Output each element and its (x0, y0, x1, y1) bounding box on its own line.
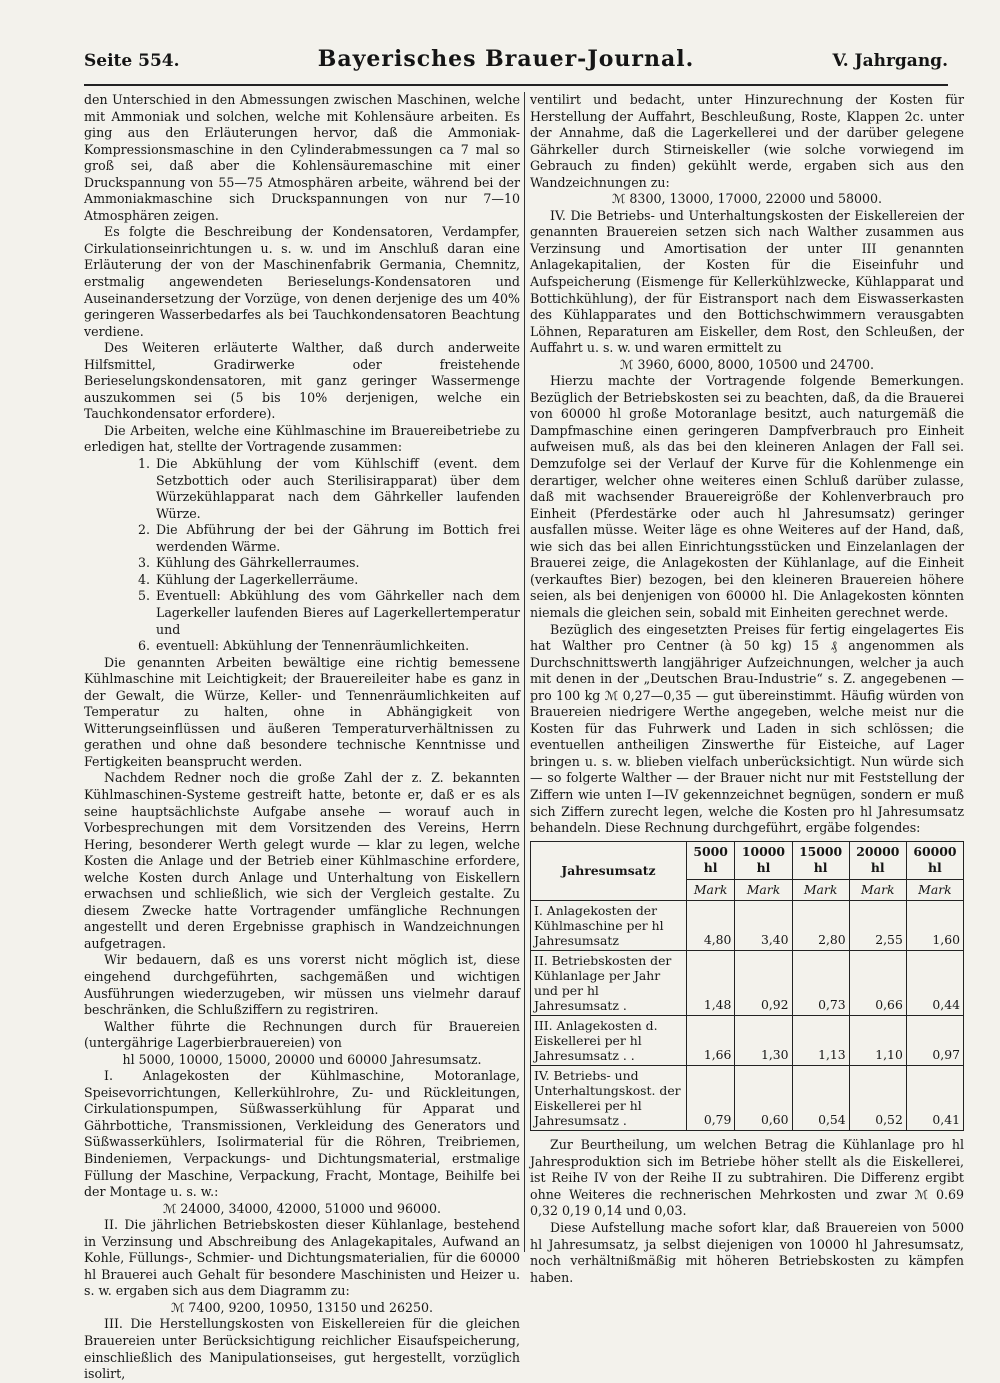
list-item (138, 555, 520, 572)
column-header: 5000 hl (686, 841, 735, 879)
paragraph: Zur Beurtheilung, um welchen Betrag die Kühlanlage pro hl Jahresproduktion sich im Betriebe höher stellt als die Eiskellerei, ist Reihe IV von der Reihe II zu subtrahiren. Die Differenz ergibt ohne Weiteres die rechnerischen Mehrkosten und zwar ℳ 0.69 0,32 0,19 0,14 und 0,03. (530, 1137, 964, 1219)
unit-label: Mark (735, 879, 792, 901)
table-row (531, 1016, 964, 1066)
right-column (530, 92, 964, 1312)
column-header: 20000 hl (849, 841, 906, 879)
list-number: 6. (138, 638, 151, 654)
table-cell: 0,54 (792, 1066, 849, 1131)
list-number: 5. (138, 588, 151, 604)
left-column (84, 92, 520, 1382)
paragraph: Bezüglich des eingesetzten Preises für fertig eingelagertes Eis hat Walther pro Centner (à 50 kg) 15 ₰ angenommen als Durchschnittswerth langjähriger Aufzeichnungen, welcher ja auch mit denen in der „Deutschen Brau-Industrie“ s. Z. angegebenen — pro 100 kg ℳ 0,27—0,35 — gut übereinstimmt. Häufig würden von Brauereien niedrigere Werthe angegeben, welche meist nur die Kosten für das Fuhrwerk und Laden in sich schlössen; die eventuellen antheiligen Zinswerthe für Eisteiche, auf Lager bringen u. s. w. blieben vielfach unberücksichtigt. Nun würde sich — so folgerte Walther — der Brauer nicht nur mit Feststellung der Ziffern wie unten I—IV gekennzeichnet begnügen, sondern er muß sich Ziffern zurecht legen, welche die Kosten pro hl Jahresumsatz behandeln. Diese Rechnung durchgeführt, ergäbe folgendes: (530, 621, 964, 836)
paragraph: I. Anlagekosten der Kühlmaschine, Motoranlage, Speisevorrichtungen, Kellerkühlrohre, Zu- und Rückleitungen, Cirkulationspumpen, Süßwasserkühlung für Apparat und Gährbottiche, Transmissionen, Verkleidung des Generators und Süßwasserkühlers, Isolirmaterial für die Röhren, Treibriemen, Bindeniemen, Verpackungs- und Dichtungsmaterial, erstmalige Füllung der Maschine, Verpackung, Fracht, Montage, Beihilfe bei der Montage u. s. w.: (84, 1068, 520, 1200)
row-label: III. Anlagekosten d. Eiskellerei per hl Jahresumsatz . . (531, 1016, 687, 1066)
paragraph: ventilirt und bedacht, unter Hinzurechnung der Kosten für Herstellung der Auffahrt, Beschleußung, Roste, Klappen 2c. unter der Annahme, daß die Lagerkellerei und der darüber gelegene Gährkeller durch Stirneiskeller (wie solche vorwiegend im Gebrauch zu finden) gekühlt werde, ergaben sich aus den Wandzeichnungen zu: (530, 92, 964, 190)
list-item (138, 638, 520, 655)
unit-label: Mark (686, 879, 735, 901)
paragraph: Diese Aufstellung mache sofort klar, daß Brauereien von 5000 hl Jahresumsatz, ja selbst diejenigen von 10000 hl Jahresumsatz, noch verhältnißmäßig mit höheren Betriebskosten zu kämpfen haben. (530, 1219, 964, 1285)
cost-table (530, 841, 964, 1132)
journal-title: Bayerisches Brauer-Journal. (317, 46, 695, 72)
cost-figures: ℳ 8300, 13000, 17000, 22000 und 58000. (611, 191, 883, 207)
cost-figures: ℳ 7400, 9200, 10950, 13150 und 26250. (170, 1299, 434, 1315)
table-cell: 2,80 (792, 901, 849, 951)
paragraph: Die Arbeiten, welche eine Kühlmaschine im Brauereibetriebe zu erledigen hat, stellte der Vortragende zusammen: (84, 422, 520, 455)
list-number: 1. (138, 456, 151, 472)
list-item (138, 456, 520, 522)
list-item (138, 522, 520, 555)
column-divider (524, 92, 525, 1252)
table-row (531, 1066, 964, 1131)
column-header: 15000 hl (792, 841, 849, 879)
table-cell: 3,40 (735, 901, 792, 951)
table-cell: 4,80 (686, 901, 735, 951)
column-header: 10000 hl (735, 841, 792, 879)
paragraph: Des Weiteren erläuterte Walther, daß durch anderweite Hilfsmittel, Gradirwerke oder freistehende Berieselungskondensatoren, mit ganz geringer Wassermenge auszukommen sei (5 bis 10% derjenigen, welche ein Tauchkondensator erfordere). (84, 340, 520, 422)
list-text: eventuell: Abkühlung der Tennenräumlichkeiten. (156, 638, 470, 654)
table-cell: 2,55 (849, 901, 906, 951)
table-cell: 0,73 (792, 951, 849, 1016)
page-header (84, 46, 948, 82)
paragraph: den Unterschied in den Abmessungen zwischen Maschinen, welche mit Ammoniak und solchen, welche mit Kohlensäure arbeiten. Es ging aus den Erläuterungen hervor, daß die Ammoniak-Kompressionsmaschine in den Cylinderabmessungen ca 7 mal so groß sei, daß aber die Kohlensäuremaschine mit einer Druckspannung von 55—75 Atmosphären arbeite, während bei der Ammoniakmaschine sich Druckspannungen von nur 7—10 Atmosphären zeigen. (84, 92, 520, 223)
table-cell: 0,66 (849, 951, 906, 1016)
cost-figures: ℳ 24000, 34000, 42000, 51000 und 96000. (162, 1200, 442, 1216)
paragraph: IV. Die Betriebs- und Unterhaltungskosten der Eiskellereien der genannten Brauereien setzen sich nach Walther zusammen aus Verzinsung und Amortisation der unter III genannten Anlagekapitalien, der Kosten für die Eiseinfuhr und Aufspeicherung (Eismenge für Kellerkühlzwecke, Kühlapparat und Bottichkühlung), der für Eistransport nach dem Eiswasserkasten des Kühlapparates und den Bottichschwimmern verausgabten Löhnen, Reparaturen am Eiskeller, dem Rost, den Schleußen, der Auffahrt u. s. w. und waren ermittelt zu (530, 207, 964, 356)
cost-figures: ℳ 3960, 6000, 8000, 10500 und 24700. (619, 356, 875, 372)
list-item (138, 588, 520, 638)
table-row (531, 951, 964, 1016)
list-text: Kühlung der Lagerkellerräume. (156, 571, 359, 587)
table-cell: 0,79 (686, 1066, 735, 1131)
table-cell: 0,97 (906, 1016, 963, 1066)
paragraph: Wir bedauern, daß es uns vorerst nicht möglich ist, diese eingehend durchgeführten, sachgemäßen und wichtigen Ausführungen wiederzugeben, wir müssen uns vielmehr darauf beschränken, die Schlußziffern zu registriren. (84, 952, 520, 1018)
table-cell: 1,13 (792, 1016, 849, 1066)
list-number: 3. (138, 555, 151, 571)
paragraph: Es folgte die Beschreibung der Kondensatoren, Verdampfer, Cirkulationseinrichtungen u. s. w. und im Anschluß daran eine Erläuterung der von der Maschinenfabrik Germania, Chemnitz, erstmalig angewendeten Berieselungs-Kondensatoren und Auseinandersetzung der Vorzüge, von denen derjenige des um 40% geringeren Wasserbedarfes als bei Tauchkondensatoren Beachtung verdiene. (84, 224, 520, 339)
list-text: Eventuell: Abkühlung des vom Gährkeller nach dem Lagerkeller laufenden Bieres auf Lagerkellertemperatur und (156, 588, 520, 637)
table-cell: 0,92 (735, 951, 792, 1016)
table-row (531, 901, 964, 951)
volume-label: V. Jahrgang. (832, 51, 948, 71)
table-cell: 0,60 (735, 1066, 792, 1131)
table-cell: 1,66 (686, 1016, 735, 1066)
volume-list: hl 5000, 10000, 15000, 20000 und 60000 Jahresumsatz. (122, 1051, 482, 1067)
paragraph: III. Die Herstellungskosten von Eiskellereien für die gleichen Brauereien unter Berücksichtigung reichlicher Eisaufspeicherung, einschließlich des Manipulationseises, gut hergestellt, vorzüglich isolirt, (84, 1316, 520, 1382)
table-cell: 1,30 (735, 1016, 792, 1066)
page-number: Seite 554. (84, 51, 180, 71)
paragraph: Hierzu machte der Vortragende folgende Bemerkungen. Bezüglich der Betriebskosten sei zu beachten, daß, da die Brauerei von 60000 hl große Motoranlage besitzt, auch naturgemäß die Dampfmaschine einen geringeren Dampfverbrauch pro Einheit aufweisen muß, als das bei den kleineren Anlagen der Fall sei. Demzufolge sei der Verlauf der Kurve für die Kohlenmenge ein derartiger, welcher ohne weiteres einen Schluß darüber zulasse, daß mit wachsender Brauereigröße der Kohlenverbrauch pro Einheit (Pferdestärke oder auch hl Jahresumsatz) geringer ausfallen müsse. Weiter läge es ohne Weiteres auf der Hand, daß, wie sich das bei allen Einrichtungsstücken und Einzelanlagen der Brauerei zeige, die Anlagekosten der Kühlanlage, auf die Einheit (verkauftes Bier) bezogen, bei den kleineren Brauereien höhere seien, als bei denjenigen von 60000 hl. Die Anlagekosten könnten niemals die gleichen sein, sobald mit Einheiten gerechnet werde. (530, 373, 964, 620)
unit-label: Mark (906, 879, 963, 901)
list-number: 4. (138, 571, 151, 587)
table-cell: 1,60 (906, 901, 963, 951)
table-cell: 0,52 (849, 1066, 906, 1131)
list-number: 2. (138, 522, 151, 538)
unit-label: Mark (849, 879, 906, 901)
table-cell: 0,41 (906, 1066, 963, 1131)
table-cell: 0,44 (906, 951, 963, 1016)
table-header-row (531, 841, 964, 879)
list-item (138, 572, 520, 589)
list-text: Die Abführung der bei der Gährung im Bottich frei werdenden Wärme. (156, 522, 520, 554)
paragraph: Walther führte die Rechnungen durch für Brauereien (untergährige Lagerbierbrauereien) von (84, 1018, 520, 1051)
list-text: Kühlung des Gährkellerraumes. (156, 555, 360, 571)
row-label: II. Betriebskosten der Kühlanlage per Jahr und per hl Jahresumsatz . (531, 951, 687, 1016)
row-label: IV. Betriebs- und Unterhaltungskost. der Eiskellerei per hl Jahresumsatz . (531, 1066, 687, 1131)
paragraph: II. Die jährlichen Betriebskosten dieser Kühlanlage, bestehend in Verzinsung und Abschreibung des Anlagekapitales, Aufwand an Kohle, Füllungs-, Schmier- und Dichtungsmaterialien, für die 60000 hl Brauerei auch Gehalt für besondere Maschinisten und Heizer u. s. w. ergaben sich aus dem Diagramm zu: (84, 1217, 520, 1299)
table-cell: 1,48 (686, 951, 735, 1016)
table-corner-label: Jahresumsatz (531, 841, 687, 901)
list-text: Die Abkühlung der vom Kühlschiff (event. dem Setzbottich oder auch Sterilisirapparat) über dem Würzekühlapparat nach dem Gährkeller laufenden Würze. (156, 456, 520, 521)
paragraph: Nachdem Redner noch die große Zahl der z. Z. bekannten Kühlmaschinen-Systeme gestreift hatte, betonte er, daß er es als seine hauptsächlichste Aufgabe ansehe — worauf auch in Vorbesprechungen mit dem Vorsitzenden des Vereins, Herrn Hering, besonderer Werth gelegt wurde — klar zu legen, welche Kosten die Anlage und der Betrieb einer Kühlmaschine erfordere, welche Kosten durch Anlage und Unterhaltung von Eiskellern erwachsen und schließlich, wie sich der Vergleich gestalte. Zu diesem Zwecke hatte Vortragender umfängliche Rechnungen angestellt und deren Ergebnisse graphisch in Wandzeichnungen aufgetragen. (84, 770, 520, 951)
paragraph: Die genannten Arbeiten bewältige eine richtig bemessene Kühlmaschine mit Leichtigkeit; der Brauereileiter habe es ganz in der Gewalt, die Würze, Keller- und Tennenräumlichkeiten auf Temperatur zu halten, ohne in Abhängigkeit von Witterungseinflüssen und äußeren Temperaturverhältnissen zu gerathen und ohne daß besondere technische Kenntnisse und Fertigkeiten beansprucht werden. (84, 654, 520, 769)
unit-label: Mark (792, 879, 849, 901)
row-label: I. Anlagekosten der Kühlmaschine per hl Jahresumsatz (531, 901, 687, 951)
table-cell: 1,10 (849, 1016, 906, 1066)
column-header: 60000 hl (906, 841, 963, 879)
task-list (84, 456, 520, 655)
header-rule (84, 84, 948, 86)
